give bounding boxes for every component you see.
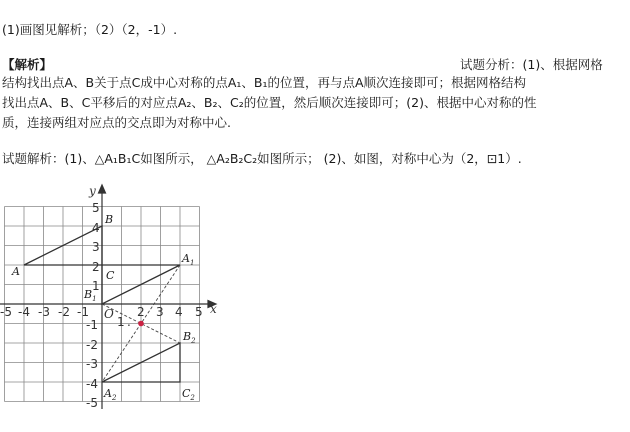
y-axis-arrow — [99, 185, 106, 193]
analysis-line-2-text: 找出点A、B、C平移后的对应点A₂、B₂、C₂的位置，然后顺次连接即可；(2)、根据中心对称的性 — [2, 95, 537, 110]
x-axis-label: x — [210, 302, 217, 316]
x-tick: 2 — [137, 305, 145, 319]
y-tick: 5 — [92, 201, 100, 215]
answer-text: (1)画图见解析；（2）（2，-1）. — [2, 22, 178, 37]
label-b: B — [105, 213, 114, 226]
y-tick: -3 — [86, 357, 98, 371]
y-tick: 4 — [92, 221, 100, 235]
solution-line — [2, 151, 522, 167]
analysis-line-3-text: 质，连接两组对应点的交点即为对称中心. — [2, 115, 231, 130]
x-tick: -5 — [0, 305, 12, 319]
x-tick: -2 — [58, 305, 70, 319]
coordinate-grid-figure — [0, 183, 232, 409]
analysis-line-1-text: 结构找出点A、B关于点C成中心对称的点A₁、B₁的位置，再与点A顺次连接即可；根据网格结构 — [2, 75, 527, 90]
label-c2: $C_2$ — [182, 387, 195, 402]
label-c: C — [106, 269, 115, 282]
y-tick: -1 — [86, 318, 98, 332]
x-tick: -3 — [38, 305, 50, 319]
x-tick-labels — [0, 305, 203, 329]
y-tick: -2 — [86, 338, 98, 352]
y-tick: 2 — [92, 260, 100, 274]
y-tick: -4 — [86, 377, 98, 391]
analysis-title-text: 试题分析：(1)、根据网格 — [460, 57, 603, 72]
y-tick: 1 — [92, 279, 100, 293]
origin-label: O — [104, 307, 114, 321]
x-tick-dot: . — [127, 315, 131, 329]
answer-line — [2, 22, 177, 38]
label-b2: $B_2$ — [183, 330, 196, 345]
y-tick: -5 — [86, 396, 98, 409]
analysis-title — [460, 57, 603, 73]
analysis-header — [2, 57, 52, 73]
solution-text: 试题解析：(1)、△A₁B₁C如图所示， △A₂B₂C₂如图所示； (2)、如图，对称中心为（2，⊡1）. — [2, 151, 522, 166]
label-a2: $A_2$ — [104, 387, 117, 402]
label-a: A — [12, 265, 20, 278]
x-tick: -4 — [18, 305, 30, 319]
x-tick: -1 — [77, 305, 89, 319]
x-tick: 1 — [117, 315, 125, 329]
x-tick: 5 — [195, 305, 203, 319]
label-b1: $B_1$ — [84, 288, 97, 303]
x-tick: 4 — [175, 305, 183, 319]
label-a1: $A_1$ — [182, 252, 195, 267]
analysis-line-3 — [2, 115, 231, 131]
analysis-header-text: 【解析】 — [2, 57, 53, 72]
x-tick: 3 — [156, 305, 164, 319]
analysis-line-2 — [2, 95, 536, 111]
y-axis-label: y — [89, 184, 96, 198]
analysis-line-1 — [2, 75, 526, 91]
y-tick: 3 — [92, 240, 100, 254]
symmetry-center-point — [138, 321, 144, 327]
